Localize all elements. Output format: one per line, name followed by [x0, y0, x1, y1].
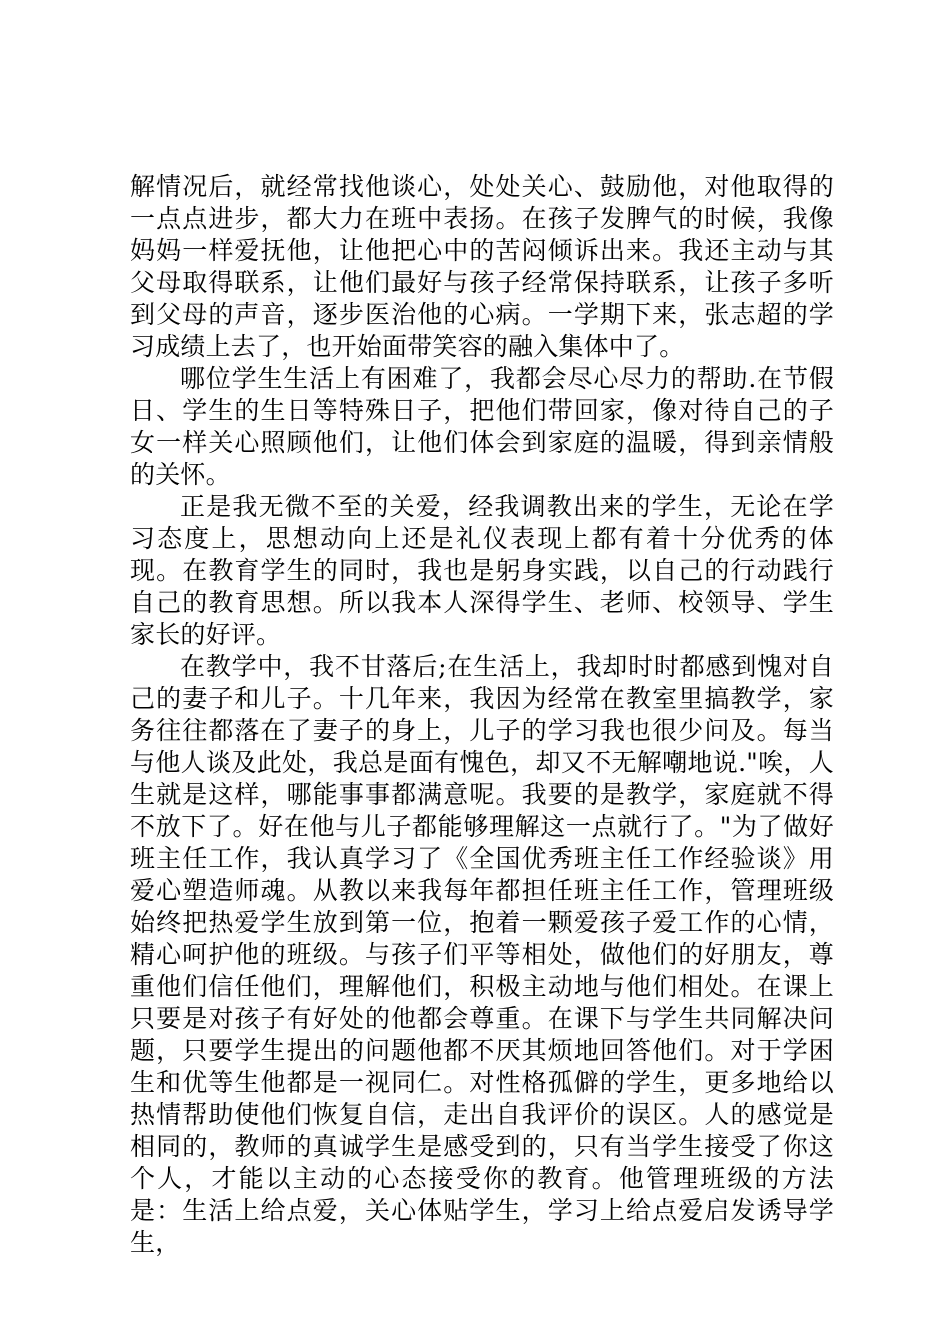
- paragraph-1: 解情况后，就经常找他谈心，处处关心、鼓励他，对他取得的一点点进步，都大力在班中表扬。在孩子发脾气的时候，我像妈妈一样爱抚他，让他把心中的苦闷倾诉出来。我还主动与其父母取得联系，让他们最好与孩子经常保持联系，让孩子多听到父母的声音，逐步医治他的心病。一学期下来，张志超的学习成绩上去了，也开始面带笑容的融入集体中了。: [130, 172, 834, 361]
- paragraph-3: 正是我无微不至的关爱，经我调教出来的学生，无论在学习态度上，思想动向上还是礼仪表现上都有着十分优秀的体现。在教育学生的同时，我也是躬身实践，以自己的行动践行自己的教育思想。所以我本人深得学生、老师、校领导、学生家长的好评。: [130, 492, 834, 649]
- paragraph-2: 哪位学生生活上有困难了，我都会尽心尽力的帮助.在节假日、学生的生日等特殊日子，把他们带回家，像对待自己的子女一样关心照顾他们，让他们体会到家庭的温暖，得到亲情般的关怀。: [130, 364, 834, 489]
- paragraph-4: 在教学中，我不甘落后;在生活上，我却时时都感到愧对自己的妻子和儿子。十几年来，我因为经常在教室里搞教学，家务往往都落在了妻子的身上，儿子的学习我也很少问及。每当与他人谈及此处，我总是面有愧色，却又不无解嘲地说."唉，人生就是这样，哪能事事都满意呢。我要的是教学，家庭就不得不放下了。好在他与儿子都能够理解这一点就行了。"为了做好班主任工作，我认真学习了《全国优秀班主任工作经验谈》用爱心塑造师魂。从教以来我每年都担任班主任工作，管理班级始终把热爱学生放到第一位，抱着一颗爱孩子爱工作的心情，精心呵护他的班级。与孩子们平等相处，做他们的好朋友，尊重他们信任他们，理解他们，积极主动地与他们相处。在课上只要是对孩子有好处的他都会尊重。在课下与学生共同解决问题，只要学生提出的问题他都不厌其烦地回答他们。对于学困生和优等生他都是一视同仁。对性格孤僻的学生，更多地给以热情帮助使他们恢复自信，走出自我评价的误区。人的感觉是相同的，教师的真诚学生是感受到的，只有当学生接受了你这个人，才能以主动的心态接受你的教育。他管理班级的方法是：生活上给点爱，关心体贴学生，学习上给点爱启发诱导学生，: [130, 652, 834, 1257]
- document-body: [130, 171, 834, 1259]
